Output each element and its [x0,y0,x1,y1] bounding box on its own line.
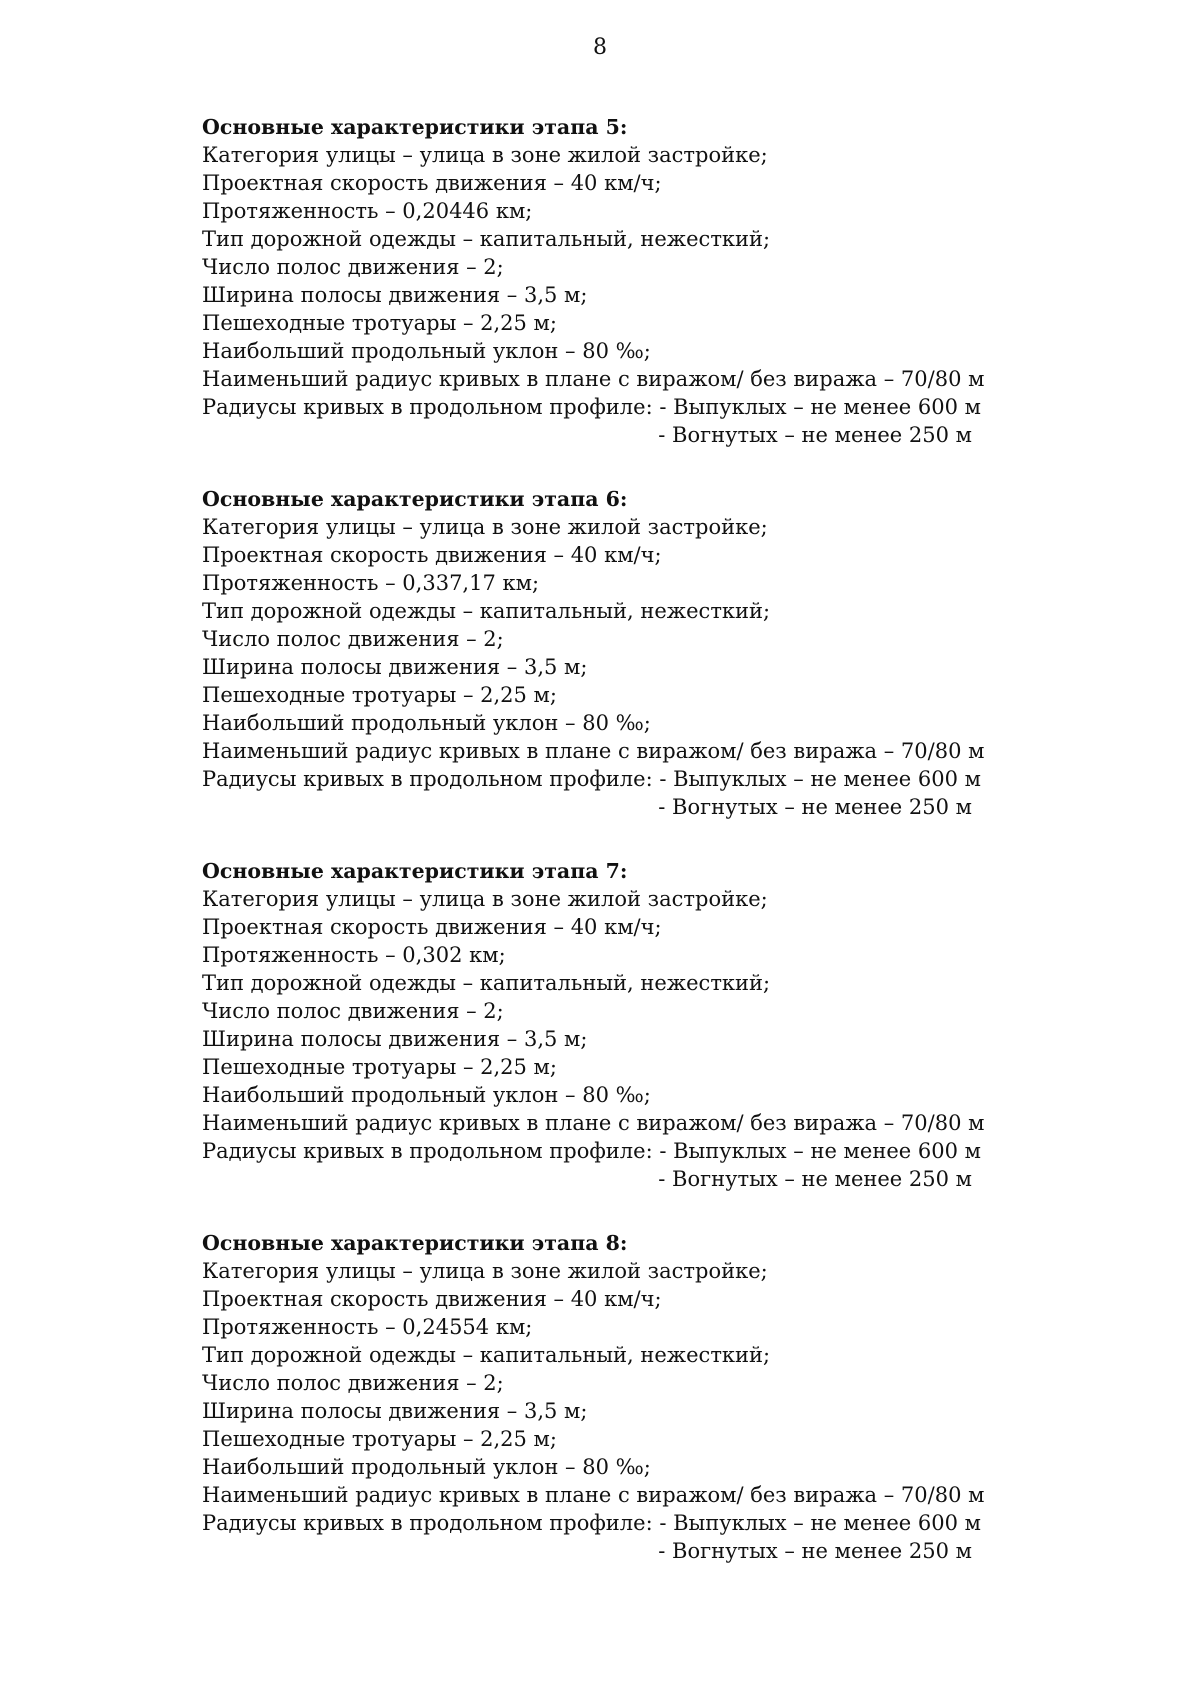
sidewalks: Пешеходные тротуары – 2,25 м; [202,1055,557,1079]
pavement-type: Тип дорожной одежды – капитальный, нежесткий; [202,227,771,251]
stage-title: Основные характеристики этапа 8: [202,1231,628,1255]
street-category: Категория улицы – улица в зоне жилой застройке; [202,887,768,911]
max-gradient: Наибольший продольный уклон – 80 ‰; [202,339,651,363]
length: Протяженность – 0,302 км; [202,943,506,967]
max-gradient: Наибольший продольный уклон – 80 ‰; [202,1083,651,1107]
lane-count: Число полос движения – 2; [202,255,504,279]
length: Протяженность – 0,20446 км; [202,199,533,223]
pavement-type: Тип дорожной одежды – капитальный, нежесткий; [202,1343,771,1367]
pavement-type: Тип дорожной одежды – капитальный, нежесткий; [202,971,771,995]
profile-curve-convex: Радиусы кривых в продольном профиле: - Выпуклых – не менее 600 м [202,395,981,419]
max-gradient: Наибольший продольный уклон – 80 ‰; [202,1455,651,1479]
sidewalks: Пешеходные тротуары – 2,25 м; [202,311,557,335]
stage-section-8 [202,1229,985,1565]
sidewalks: Пешеходные тротуары – 2,25 м; [202,1427,557,1451]
profile-curve-convex: Радиусы кривых в продольном профиле: - Выпуклых – не менее 600 м [202,767,981,791]
lane-width: Ширина полосы движения – 3,5 м; [202,1399,588,1423]
min-curve-radius: Наименьший радиус кривых в плане с виражом/ без виража – 70/80 м [202,739,985,763]
profile-curve-concave: - Вогнутых – не менее 250 м [658,1539,972,1563]
street-category: Категория улицы – улица в зоне жилой застройке; [202,143,768,167]
profile-curve-concave: - Вогнутых – не менее 250 м [658,795,972,819]
profile-curve-concave: - Вогнутых – не менее 250 м [658,1167,972,1191]
min-curve-radius: Наименьший радиус кривых в плане с виражом/ без виража – 70/80 м [202,367,985,391]
stage-section-5 [202,113,985,449]
sidewalks: Пешеходные тротуары – 2,25 м; [202,683,557,707]
stage-section-7 [202,857,985,1193]
lane-count: Число полос движения – 2; [202,1371,504,1395]
profile-curve-convex: Радиусы кривых в продольном профиле: - Выпуклых – не менее 600 м [202,1511,981,1535]
lane-width: Ширина полосы движения – 3,5 м; [202,283,588,307]
page-number: 8 [593,35,607,60]
stage-title: Основные характеристики этапа 5: [202,115,628,139]
profile-curve-convex: Радиусы кривых в продольном профиле: - Выпуклых – не менее 600 м [202,1139,981,1163]
min-curve-radius: Наименьший радиус кривых в плане с виражом/ без виража – 70/80 м [202,1111,985,1135]
document-body [202,113,985,1601]
street-category: Категория улицы – улица в зоне жилой застройке; [202,515,768,539]
design-speed: Проектная скорость движения – 40 км/ч; [202,915,662,939]
lane-width: Ширина полосы движения – 3,5 м; [202,655,588,679]
length: Протяженность – 0,24554 км; [202,1315,533,1339]
design-speed: Проектная скорость движения – 40 км/ч; [202,171,662,195]
stage-section-6 [202,485,985,821]
lane-count: Число полос движения – 2; [202,627,504,651]
design-speed: Проектная скорость движения – 40 км/ч; [202,543,662,567]
profile-curve-concave: - Вогнутых – не менее 250 м [658,423,972,447]
stage-title: Основные характеристики этапа 6: [202,487,628,511]
length: Протяженность – 0,337,17 км; [202,571,540,595]
pavement-type: Тип дорожной одежды – капитальный, нежесткий; [202,599,771,623]
stage-title: Основные характеристики этапа 7: [202,859,628,883]
lane-count: Число полос движения – 2; [202,999,504,1023]
min-curve-radius: Наименьший радиус кривых в плане с виражом/ без виража – 70/80 м [202,1483,985,1507]
lane-width: Ширина полосы движения – 3,5 м; [202,1027,588,1051]
max-gradient: Наибольший продольный уклон – 80 ‰; [202,711,651,735]
street-category: Категория улицы – улица в зоне жилой застройке; [202,1259,768,1283]
design-speed: Проектная скорость движения – 40 км/ч; [202,1287,662,1311]
